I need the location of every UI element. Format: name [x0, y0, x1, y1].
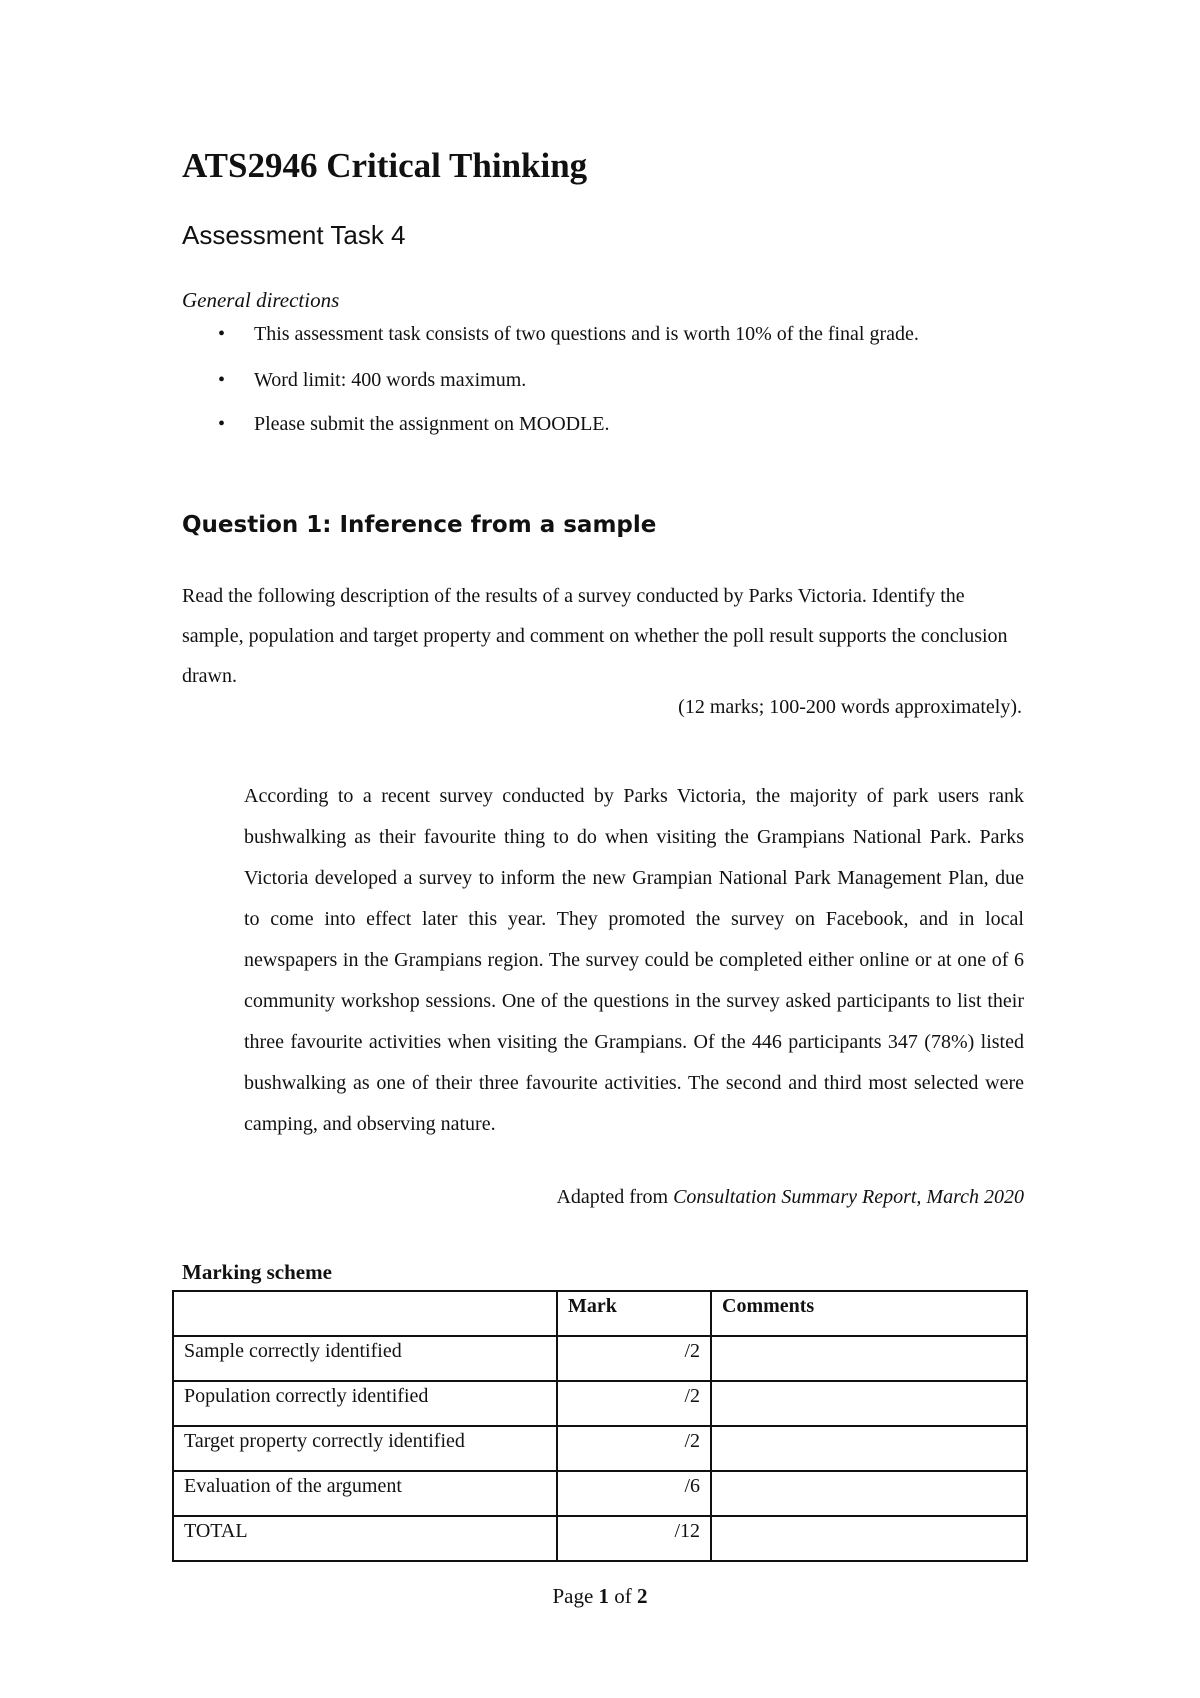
source-prefix: Adapted from: [556, 1186, 674, 1208]
marking-scheme-heading: Marking scheme: [182, 1260, 332, 1284]
question-1-instructions: Read the following description of the results of a survey conducted by Parks Victoria. Identify the sample, population and target property and comment on whether the poll result supports the conclusion drawn.: [182, 585, 1008, 687]
direction-text: Word limit: 400 words maximum.: [254, 369, 527, 391]
criterion-cell: Population correctly identified: [173, 1381, 557, 1426]
source-title: Consultation Summary Report, March 2020: [673, 1186, 1024, 1208]
question-1-marks: (12 marks; 100-200 words approximately).: [678, 696, 1022, 718]
table-row: [173, 1336, 1027, 1381]
mark-cell: /2: [557, 1336, 711, 1381]
column-header-criterion: [173, 1291, 557, 1336]
table-row-total: [173, 1516, 1027, 1561]
question-1-heading: Question 1: Inference from a sample: [182, 512, 657, 538]
page-current: 1: [598, 1584, 610, 1608]
bullet-icon: •: [218, 413, 226, 435]
page-label: Page: [552, 1584, 599, 1608]
directions-list: [182, 320, 919, 438]
table-row: [173, 1471, 1027, 1516]
table-header-row: [173, 1291, 1027, 1336]
comment-cell: [711, 1426, 1027, 1471]
passage-source: [244, 1186, 1024, 1209]
direction-item: [182, 410, 919, 438]
comment-cell: [711, 1471, 1027, 1516]
column-header-comments: Comments: [711, 1291, 1027, 1336]
criterion-cell: TOTAL: [173, 1516, 557, 1561]
mark-cell: /12: [557, 1516, 711, 1561]
direction-item: [182, 320, 919, 348]
direction-text: This assessment task consists of two questions and is worth 10% of the final grade.: [254, 323, 919, 345]
assessment-subtitle: Assessment Task 4: [182, 220, 406, 250]
table-row: [173, 1426, 1027, 1471]
survey-passage: According to a recent survey conducted by Parks Victoria, the majority of park users rank bushwalking as their favourite thing to do when visiting the Grampians National Park. Parks Victoria developed a survey to inform the new Grampian National Park Management Plan, due to come into effect later this year. They promoted the survey on Facebook, and in local newspapers in the Grampians region. The survey could be completed either online or at one of 6 community workshop sessions. One of the questions in the survey asked participants to list their three favourite activities when visiting the Grampians. Of the 446 participants 347 (78%) listed bushwalking as one of their three favourite activities. The second and third most selected were camping, and observing nature.: [244, 785, 1024, 1135]
page-of: of: [609, 1584, 638, 1608]
mark-cell: /6: [557, 1471, 711, 1516]
page-footer: [0, 1584, 1200, 1609]
table-row: [173, 1381, 1027, 1426]
mark-cell: /2: [557, 1426, 711, 1471]
bullet-icon: •: [218, 369, 226, 391]
direction-text: Please submit the assignment on MOODLE.: [254, 413, 610, 435]
comment-cell: [711, 1381, 1027, 1426]
comment-cell: [711, 1336, 1027, 1381]
general-directions-heading: General directions: [182, 288, 340, 312]
mark-cell: /2: [557, 1381, 711, 1426]
criterion-cell: Target property correctly identified: [173, 1426, 557, 1471]
column-header-mark: Mark: [557, 1291, 711, 1336]
criterion-cell: Sample correctly identified: [173, 1336, 557, 1381]
direction-item: [182, 366, 919, 394]
page-total: 2: [637, 1584, 648, 1608]
marking-scheme-table: [172, 1290, 1028, 1562]
bullet-icon: •: [218, 323, 226, 345]
document-title: ATS2946 Critical Thinking: [182, 146, 588, 185]
comment-cell: [711, 1516, 1027, 1561]
criterion-cell: Evaluation of the argument: [173, 1471, 557, 1516]
